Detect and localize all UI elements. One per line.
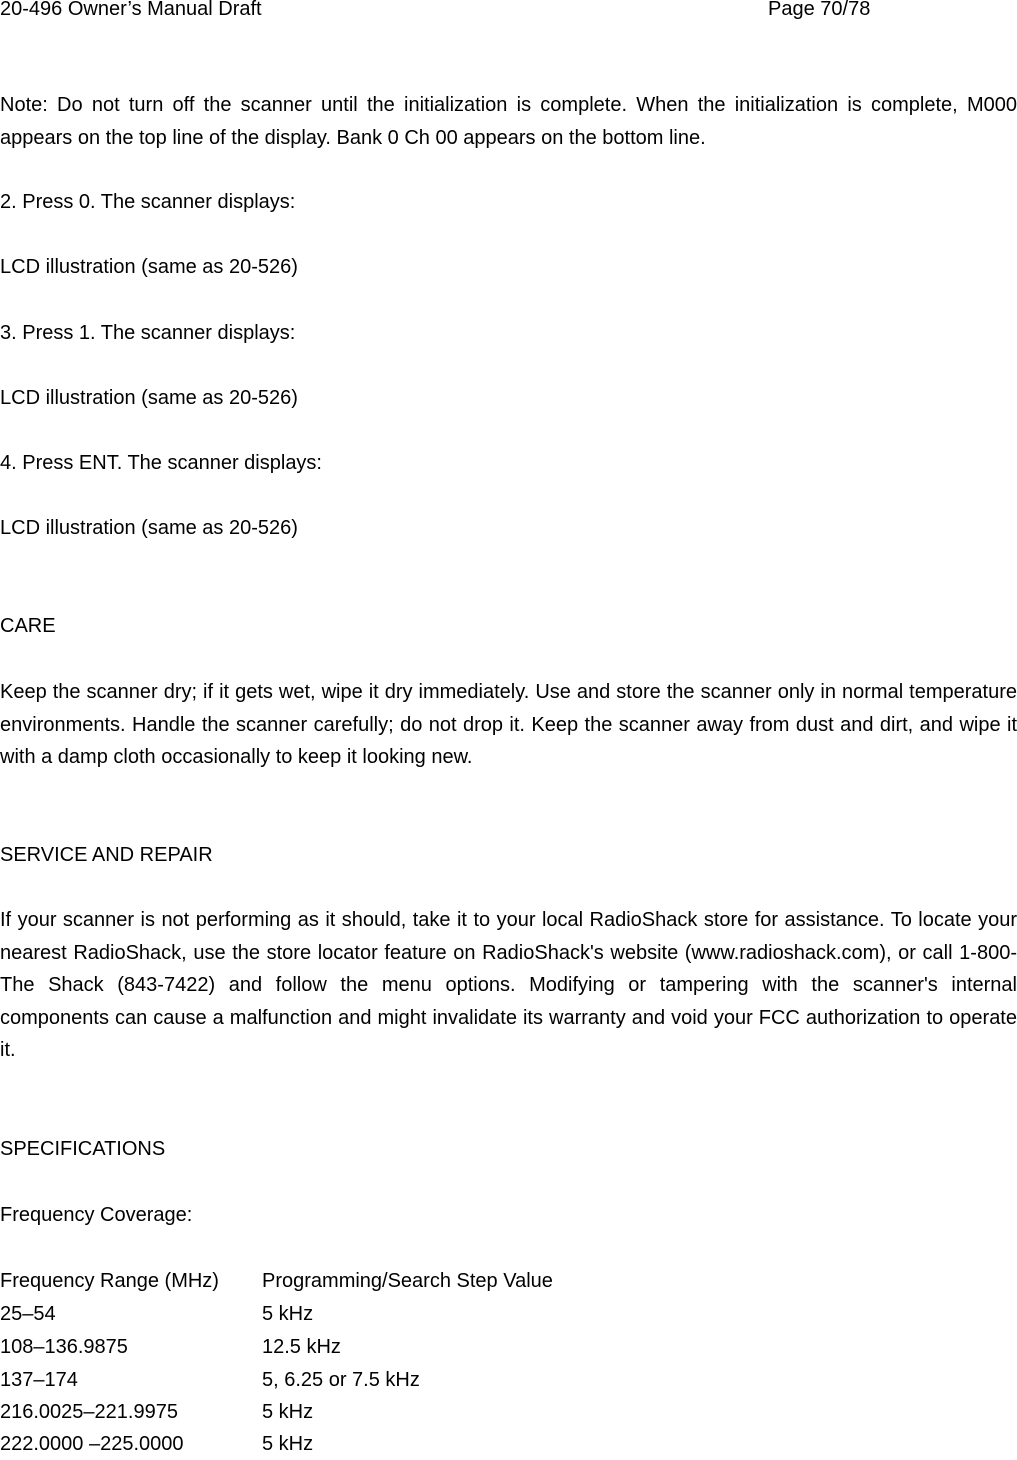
page-header bbox=[0, 0, 1017, 24]
frequency-table-header bbox=[0, 1265, 700, 1297]
specifications-heading: SPECIFICATIONS bbox=[0, 1138, 166, 1160]
step-value-cell: 5 kHz bbox=[262, 1303, 314, 1325]
column-header-range: Frequency Range (MHz) bbox=[0, 1270, 219, 1292]
table-row bbox=[0, 1331, 700, 1363]
step-value-cell: 5, 6.25 or 7.5 kHz bbox=[262, 1369, 420, 1391]
frequency-range-cell: 222.0000 –225.0000 bbox=[0, 1433, 184, 1455]
frequency-range-cell: 25–54 bbox=[0, 1303, 56, 1325]
lcd-illustration-placeholder-1: LCD illustration (same as 20-526) bbox=[0, 256, 298, 278]
step-value-cell: 5 kHz bbox=[262, 1401, 314, 1423]
document-title: 20-496 Owner’s Manual Draft bbox=[0, 0, 262, 20]
frequency-range-cell: 216.0025–221.9975 bbox=[0, 1401, 178, 1423]
page-number: Page 70/78 bbox=[768, 0, 871, 20]
service-body: If your scanner is not performing as it should, take it to your local RadioShack store for assistance. To locate your nearest RadioShack, use the store locator feature on RadioShack's website (www.radioshack.com), or call 1-800-The Shack (843-7422) and follow the menu options. Modifying or tampering with the scanner's internal components can cause a malfunction and might invalidate its warranty and void your FCC authorization to operate it. bbox=[0, 909, 1017, 1061]
table-row bbox=[0, 1364, 700, 1396]
initialization-note: Note: Do not turn off the scanner until the initialization is complete. When the initialization is complete, M000 appears on the top line of the display. Bank 0 Ch 00 appears on the bottom line. bbox=[0, 94, 1017, 149]
step-3-text: 3. Press 1. The scanner displays: bbox=[0, 322, 296, 344]
step-value-cell: 12.5 kHz bbox=[262, 1336, 341, 1358]
frequency-range-cell: 137–174 bbox=[0, 1369, 78, 1391]
care-body: Keep the scanner dry; if it gets wet, wipe it dry immediately. Use and store the scanner only in normal temperature environments. Handle the scanner carefully; do not drop it. Keep the scanner away from dust and dirt, and wipe it with a damp cloth occasionally to keep it looking new. bbox=[0, 681, 1017, 768]
step-4-text: 4. Press ENT. The scanner displays: bbox=[0, 452, 322, 474]
lcd-illustration-placeholder-3: LCD illustration (same as 20-526) bbox=[0, 517, 298, 539]
table-row bbox=[0, 1396, 700, 1428]
step-value-cell: 5 kHz bbox=[262, 1433, 314, 1455]
lcd-illustration-placeholder-2: LCD illustration (same as 20-526) bbox=[0, 387, 298, 409]
service-heading: SERVICE AND REPAIR bbox=[0, 844, 213, 866]
table-row bbox=[0, 1428, 700, 1460]
step-2-text: 2. Press 0. The scanner displays: bbox=[0, 191, 296, 213]
frequency-coverage-label: Frequency Coverage: bbox=[0, 1204, 193, 1226]
column-header-step: Programming/Search Step Value bbox=[262, 1270, 553, 1292]
care-heading: CARE bbox=[0, 615, 56, 637]
table-row bbox=[0, 1298, 700, 1330]
frequency-range-cell: 108–136.9875 bbox=[0, 1336, 128, 1358]
